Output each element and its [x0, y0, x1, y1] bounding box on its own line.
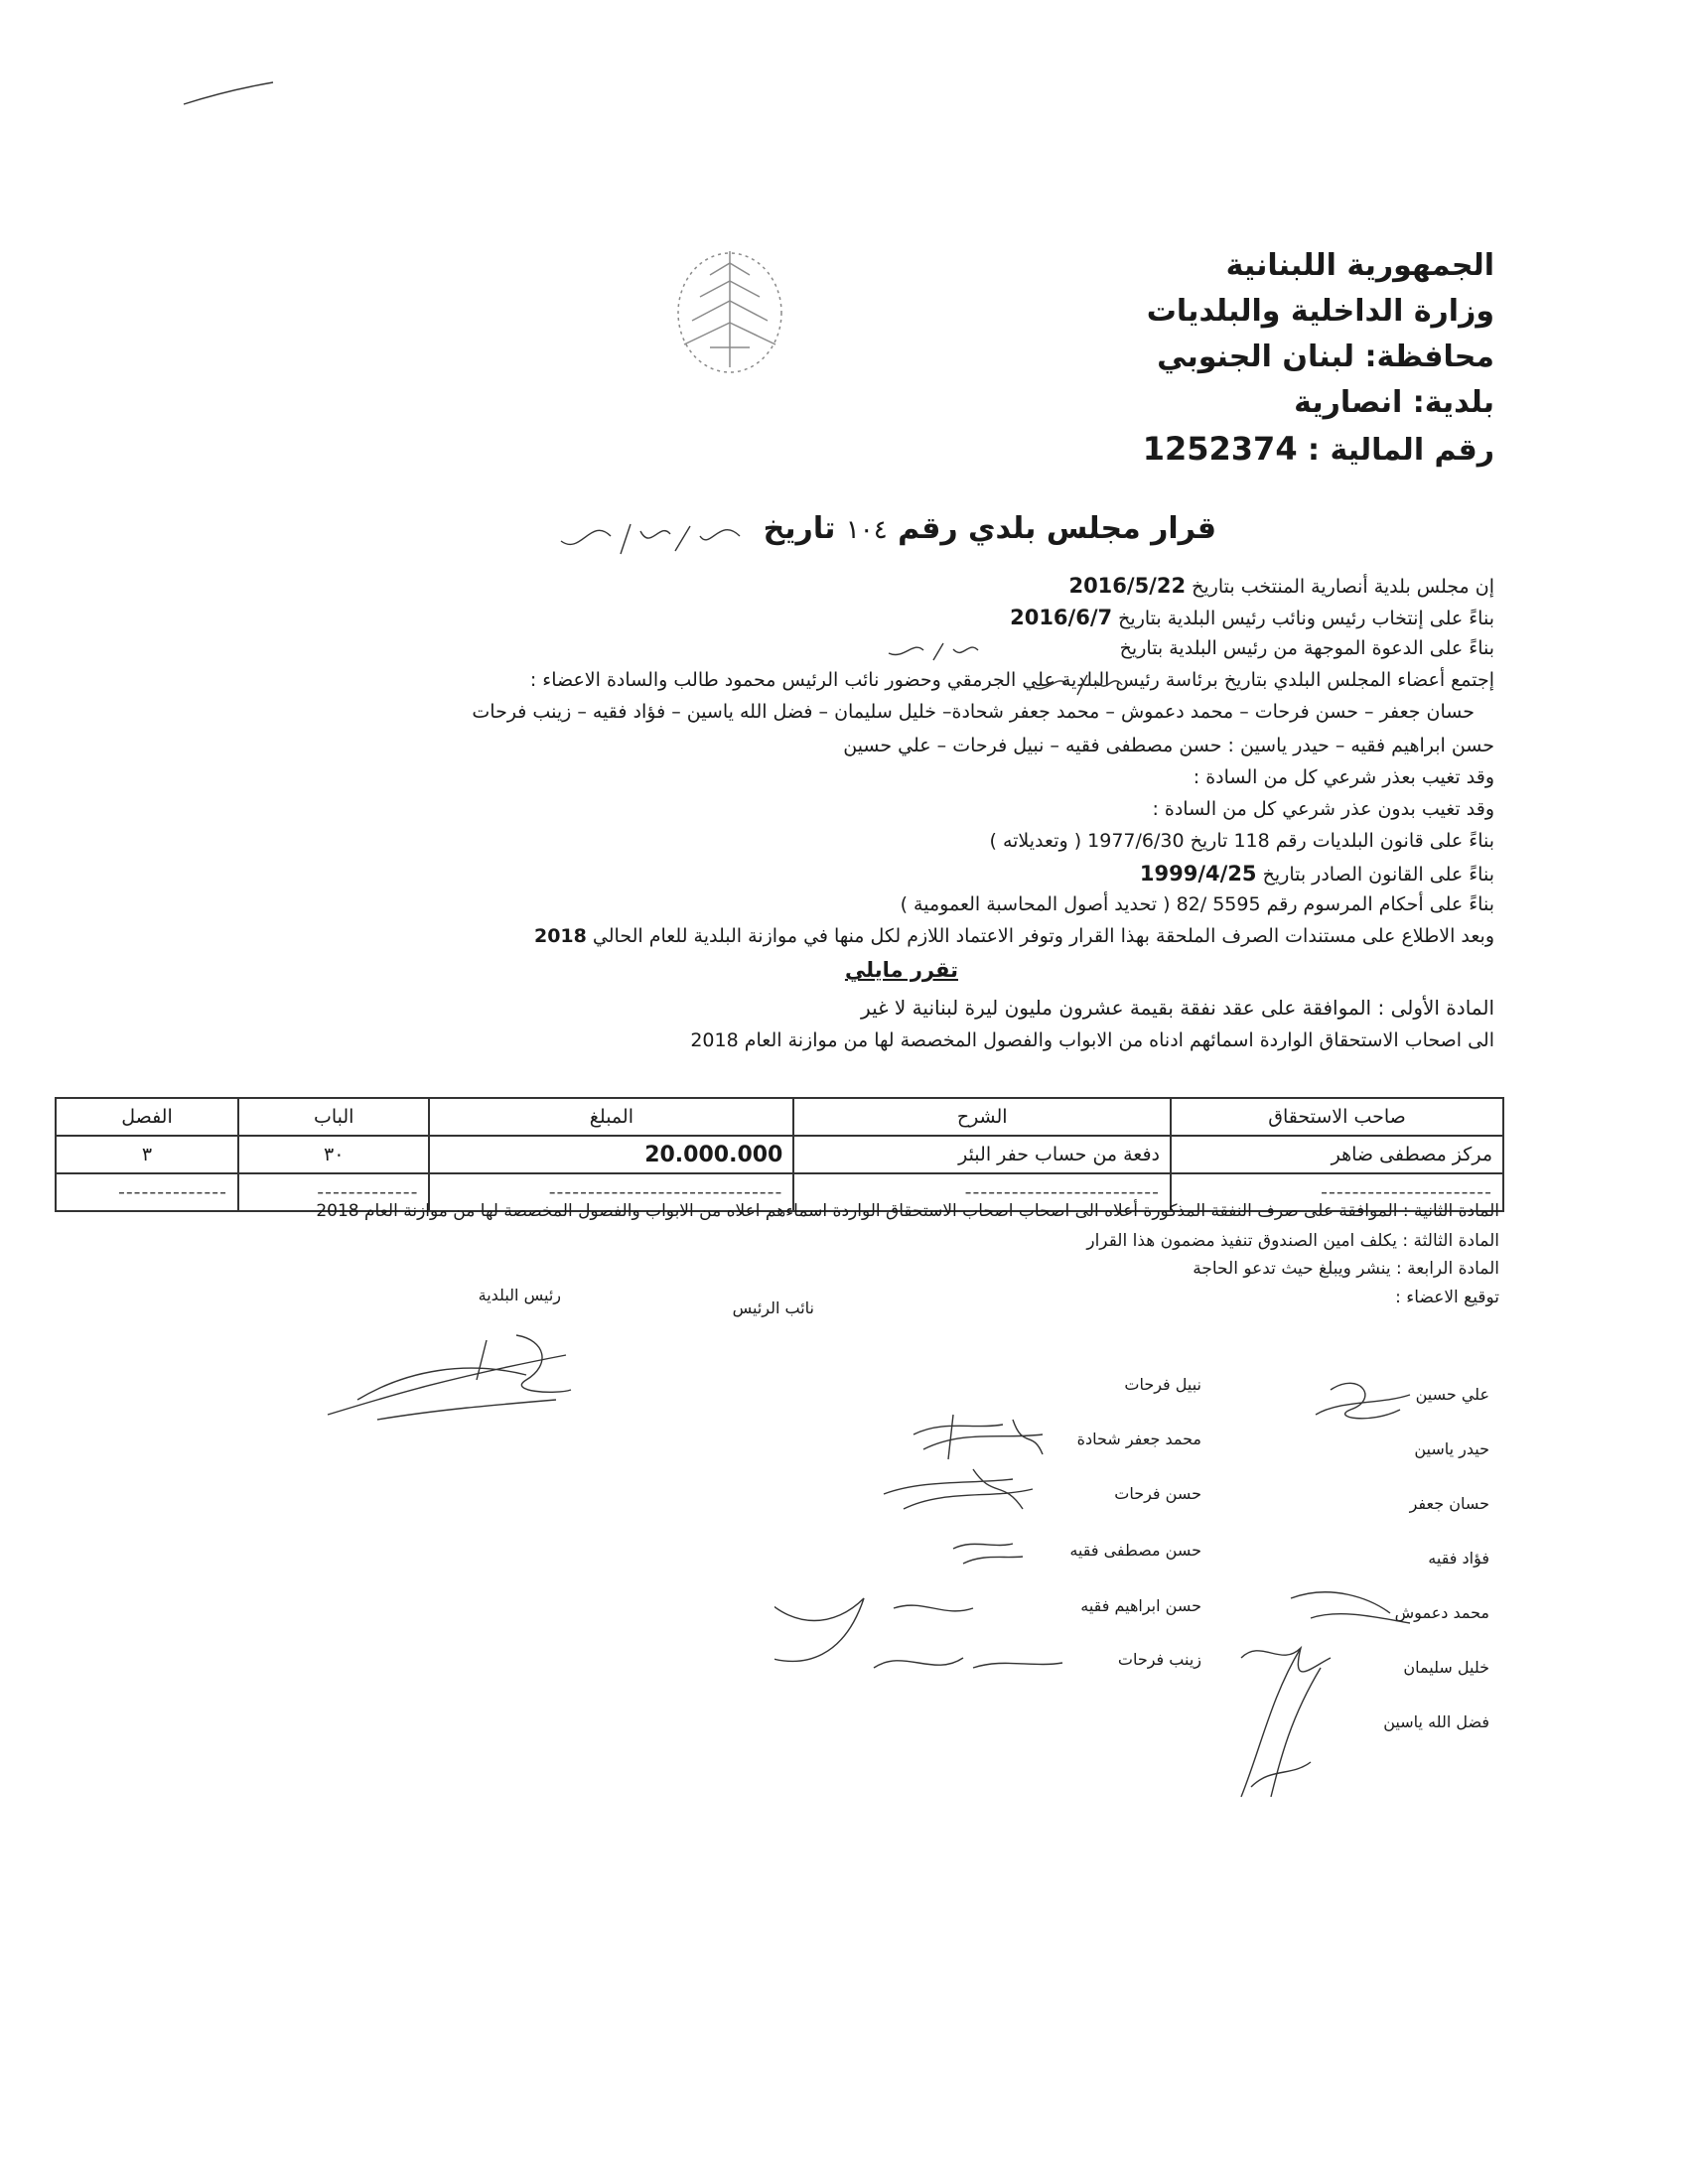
ministry-name: وزارة الداخلية والبلديات [1146, 294, 1494, 329]
signatures-label: توقيع الاعضاء : [1395, 1288, 1499, 1307]
body-line-2: بناءً على إنتخاب رئيس ونائب رئيس البلدية بتاريخ 2016/6/7 [1010, 606, 1494, 629]
col-beneficiary: صاحب الاستحقاق [1171, 1098, 1503, 1136]
member-name: حيدر ياسين [1414, 1439, 1489, 1458]
body-line-4: إجتمع أعضاء المجلس البلدي بتاريخ برئاسة رئيس البلدية علي الجرمقي وحضور نائب الرئيس محمود طالب والسادة الاعضاء : [529, 669, 1494, 691]
member-name: حسان جعفر [1409, 1494, 1489, 1513]
member-name: زينب فرحات [1117, 1650, 1201, 1669]
financial-number-value: 1252374 [1142, 430, 1298, 468]
article-3: المادة الثالثة : يكلف امين الصندوق تنفيذ مضمون هذا القرار [1086, 1231, 1499, 1251]
table-row: ---------------------- ------------------------- ------------------------------ ------------- -------------- [56, 1173, 1503, 1211]
article-1-line-2: الى اصحاب الاستحقاق الواردة اسمائهم ادناه من الابواب والفصول المخصصة لها من موازنة العام 2018 [690, 1029, 1494, 1051]
title-date-label: تاريخ [763, 511, 836, 546]
body-line-3: بناءً على الدعوة الموجهة من رئيس البلدية بتاريخ [1119, 637, 1494, 659]
member-signatures [774, 1370, 1529, 1807]
article-4: المادة الرابعة : ينشر ويبلغ حيث تدعو الحاجة [1193, 1259, 1499, 1279]
body-line-5: حسان جعفر – حسن فرحات – محمد دعموش – محمد جعفر شحادة– خليل سليمان – فضل الله ياسين – فؤاد فقيه – زينب فرحات [472, 701, 1475, 723]
governorate: محافظة: لبنان الجنوبي [1157, 340, 1494, 374]
body-line-11: بناءً على أحكام المرسوم رقم 5595 /82 ( تحديد أصول المحاسبة العمومية ) [900, 893, 1494, 915]
decision-title [764, 511, 1216, 546]
republic-name: الجمهورية اللبنانية [1225, 248, 1494, 283]
table-header-row [56, 1098, 1503, 1136]
handwritten-title-date [551, 506, 750, 566]
table-row [56, 1136, 1503, 1173]
member-name: حسن مصطفى فقيه [1069, 1541, 1201, 1560]
municipality: بلدية: انصارية [1294, 385, 1494, 420]
member-name: فؤاد فقيه [1428, 1549, 1489, 1568]
financial-number-label: رقم المالية : [1308, 433, 1494, 468]
member-name: محمد دعموش [1394, 1603, 1489, 1622]
cell-section: ٣٠ [238, 1136, 429, 1173]
header-block [899, 243, 1494, 474]
cell-amount: 20.000.000 [429, 1136, 793, 1173]
member-name: خليل سليمان [1403, 1658, 1489, 1677]
pen-mark [179, 74, 278, 114]
col-description: الشرح [793, 1098, 1171, 1136]
col-amount: المبلغ [429, 1098, 793, 1136]
body-line-1: إن مجلس بلدية أنصارية المنتخب بتاريخ 2016/5/22 [1068, 574, 1494, 598]
member-name: علي حسين [1415, 1385, 1489, 1404]
body-line-9: بناءً على قانون البلديات رقم 118 تاريخ 1977/6/30 ( وتعديلاته ) [989, 830, 1494, 852]
article-1-line-1: المادة الأولى : الموافقة على عقد نفقة بقيمة عشرون مليون ليرة لبنانية لا غير [861, 996, 1494, 1020]
member-name: نبيل فرحات [1124, 1375, 1201, 1394]
cell-description: دفعة من حساب حفر البئر [793, 1136, 1171, 1173]
body-line-6: حسن ابراهيم فقيه – حيدر ياسين : حسن مصطفى فقيه – نبيل فرحات – علي حسين [843, 735, 1494, 756]
member-name: فضل الله ياسين [1383, 1712, 1489, 1731]
col-chapter: الفصل [56, 1098, 238, 1136]
cedar-emblem-icon [670, 243, 789, 377]
title-number-handwritten: ١٠٤ [845, 515, 888, 545]
handwritten-date-4 [1023, 667, 1132, 701]
body-line-7: وقد تغيب بعذر شرعي كل من السادة : [1193, 766, 1494, 788]
article-2: المادة الثانية : الموافقة على صرف النفقة المذكورة أعلاه الى اصحاب اصحاب الاستحقاق الواردة اسماءهم اعلاه من الابواب والفصول المخصصة لها من موازنة العام 2018 [316, 1201, 1499, 1221]
handwritten-date-3 [879, 635, 988, 665]
financial-number-line [899, 426, 1494, 474]
title-text: قرار مجلس بلدي رقم [898, 511, 1216, 546]
president-signature [318, 1320, 576, 1430]
body-line-12: وبعد الاطلاع على مستندات الصرف الملحقة بهذا القرار وتوفر الاعتماد اللازم لكل منها في موازنة البلدية للعام الحالي 2018 [533, 925, 1494, 947]
member-name: محمد جعفر شحادة [1076, 1430, 1201, 1448]
cell-beneficiary: مركز مصطفى ضاهر [1171, 1136, 1503, 1173]
body-line-8: وقد تغيب بدون عذر شرعي كل من السادة : [1152, 798, 1494, 820]
allocation-table [55, 1097, 1504, 1212]
decides-heading: تقرر مايلي [844, 958, 958, 982]
col-section: الباب [238, 1098, 429, 1136]
member-name: حسن ابراهيم فقيه [1080, 1596, 1201, 1615]
president-label: رئيس البلدية [478, 1286, 561, 1304]
member-name: حسن فرحات [1114, 1484, 1201, 1503]
vice-president-label: نائب الرئيس [732, 1298, 814, 1317]
body-line-10: بناءً على القانون الصادر بتاريخ 1999/4/25 [1139, 862, 1494, 886]
cell-chapter: ٣ [56, 1136, 238, 1173]
